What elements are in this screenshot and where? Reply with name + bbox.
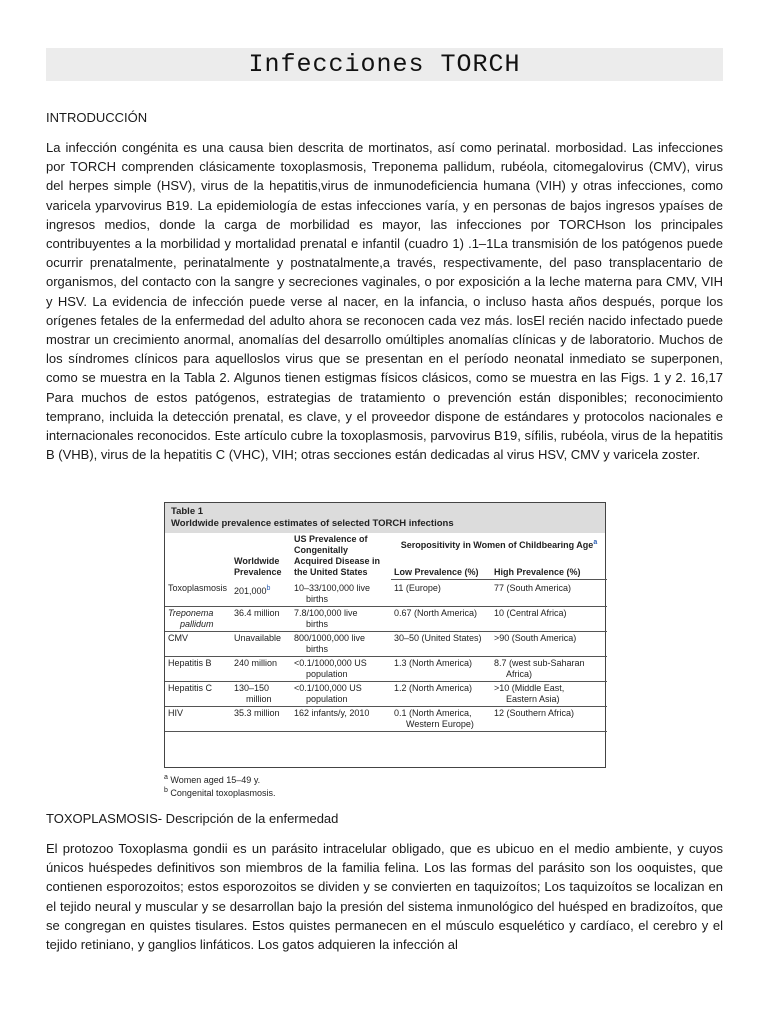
cell-us: <0.1/100,000 US population [291, 681, 391, 706]
prevalence-table [165, 533, 607, 580]
cell-worldwide: Unavailable [231, 631, 291, 656]
cell-low: 0.67 (North America) [391, 606, 491, 631]
cell-worldwide: 201,000$^b$ [231, 582, 291, 607]
prevalence-table-body [165, 582, 607, 732]
footnote-a: $^a$ Women aged 15–49 y. [164, 774, 261, 785]
cell-name: Toxoplasmosis [165, 582, 231, 607]
cell-us: 800/1000,000 live births [291, 631, 391, 656]
table-row [165, 606, 607, 631]
footnote-b: $^b$ Congenital toxoplasmosis. [164, 787, 276, 798]
header-seropositivity: Seropositivity in Women of Childbearing Age$^a$ [400, 539, 598, 550]
cell-us: 7.8/100,000 live births [291, 606, 391, 631]
table-row [165, 656, 607, 681]
footnote-marker: b [266, 584, 271, 592]
cell-high: >90 (South America) [491, 631, 607, 656]
cell-worldwide: 36.4 million [231, 606, 291, 631]
cell-worldwide: 35.3 million [231, 706, 291, 731]
table-row [165, 631, 607, 656]
cell-low: 1.3 (North America) [391, 656, 491, 681]
intro-paragraph: La infección congénita es una causa bien descrita de mortinatos, así como perinatal. morbosidad. Las infecciones por TORCH comprenden clásicamente toxoplasmosis, Treponema pallidum, rubéola, citomegalovirus (CMV), virus del herpes simple (HSV), virus de la hepatitis,virus de inmunodeficiencia humana (VIH) y otras infecciones, como varicela yparvovirus B19. La epidemiología de estas infecciones varía, y en personas de bajos ingresos ypaíses de ingresos medios, donde la carga de morbilidad es mayor, las infecciones por TORCHson los principales contribuyentes a la morbilidad y mortalidad prenatal e infantil (cuadro 1) .1–1La transmisión de los patógenos puede ocurrir prenatalmente, perinatalmente y postnatalmente,a través, respectivamente, del paso transplacentario de organismos, del contacto con la sangre y secreciones vaginales, o por exposición a la leche materna para CMV, VIH y HSV. La evidencia de infección puede verse al nacer, en la infancia, o incluso hasta años después, porque los orígenes fetales de la enfermedad del adulto ahora se reconocen cada vez más. losEl recién nacido infectado puede mostrar un crecimiento anormal, anomalías del desarrollo omúltiples anomalías clínicas y de laboratorio. Muchos de los síndromes clínicos para aquelloslos virus que se presentan en el período neonatal inmediato se superponen, como se muestra en la Tabla 2. Algunos tienen estigmas físicos clásicos, como se muestra en las Figs. 1 y 2. 16,17 Para muchos de estos patógenos, estrategias de tratamiento o prevención están disponibles; reconocimiento temprano, incluida la detección prenatal, es clave, y el proveedor dispone de estándares y protocolos nacionales e internacionales reconocidos. Este artículo cubre la toxoplasmosis, parvovirus B19, sífilis, rubéola, virus de la hepatitis B (VHB), virus de la hepatitis C (VHC), VIH; otras secciones están dedicadas al virus HSV, CMV y varicela zoster. [46, 140, 723, 463]
header-low: Low Prevalence (%) [391, 560, 491, 579]
cell-high: >10 (Middle East, Eastern Asia) [491, 681, 607, 706]
cell-low: 30–50 (United States) [391, 631, 491, 656]
toxo-paragraph: El protozoo Toxoplasma gondii es un parásito intracelular obligado, que es ubicuo en el medio ambiente, y cuyos únicos huéspedes definitivos son miembros de la familia felina. Los las formas del parásito son los ooquistes, que contienen esporozoitos; estos esporozoitos se dividen y se convierten en taquizoítos; Los taquizoítos se localizan en el tejido neural y muscular y se desarrollan bajo la presión del sistema inmunológico del huésped en bradizoítos, que se congregan en quistes tisulares. Estos quistes permanecen en el músculo esquelético y cardíaco, el cerebro y el tejido retiniano, y ganglios linfáticos. Los gatos adquieren la infección al [46, 841, 723, 953]
header-worldwide: Worldwide Prevalence [234, 556, 282, 577]
header-us: US Prevalence of Congenitally Acquired Disease in the United States [294, 534, 381, 577]
table-label: Table 1 [171, 506, 204, 517]
header-high: High Prevalence (%) [491, 560, 607, 579]
header-blank [165, 533, 231, 579]
cell-high: 8.7 (west sub-Saharan Africa) [491, 656, 607, 681]
cell-name: CMV [165, 631, 231, 656]
table-1 [164, 502, 606, 768]
cell-high: 77 (South America) [491, 582, 607, 607]
cell-name: Treponema pallidum [165, 606, 231, 631]
cell-worldwide: 130–150 million [231, 681, 291, 706]
page-title: Infecciones TORCH [248, 50, 521, 79]
table-row [165, 582, 607, 607]
cell-low: 11 (Europe) [391, 582, 491, 607]
sero-marker: a [593, 539, 598, 546]
cell-name: Hepatitis C [165, 681, 231, 706]
table-header [165, 503, 605, 533]
toxo-heading: TOXOPLASMOSIS- Descripción de la enfermedad [46, 811, 339, 826]
cell-name: Hepatitis B [165, 656, 231, 681]
intro-heading: INTRODUCCIÓN [46, 110, 148, 125]
cell-low: 0.1 (North America, Western Europe) [391, 706, 491, 731]
cell-name: HIV [165, 706, 231, 731]
table-row [165, 706, 607, 731]
cell-us: <0.1/1000,000 US population [291, 656, 391, 681]
cell-us: 162 infants/y, 2010 [291, 706, 391, 731]
cell-worldwide: 240 million [231, 656, 291, 681]
title-bar [46, 48, 723, 81]
table-caption: Worldwide prevalence estimates of selected TORCH infections [171, 518, 454, 529]
cell-us: 10–33/100,000 live births [291, 582, 391, 607]
cell-low: 1.2 (North America) [391, 681, 491, 706]
cell-high: 12 (Southern Africa) [491, 706, 607, 731]
table-row [165, 681, 607, 706]
cell-high: 10 (Central Africa) [491, 606, 607, 631]
